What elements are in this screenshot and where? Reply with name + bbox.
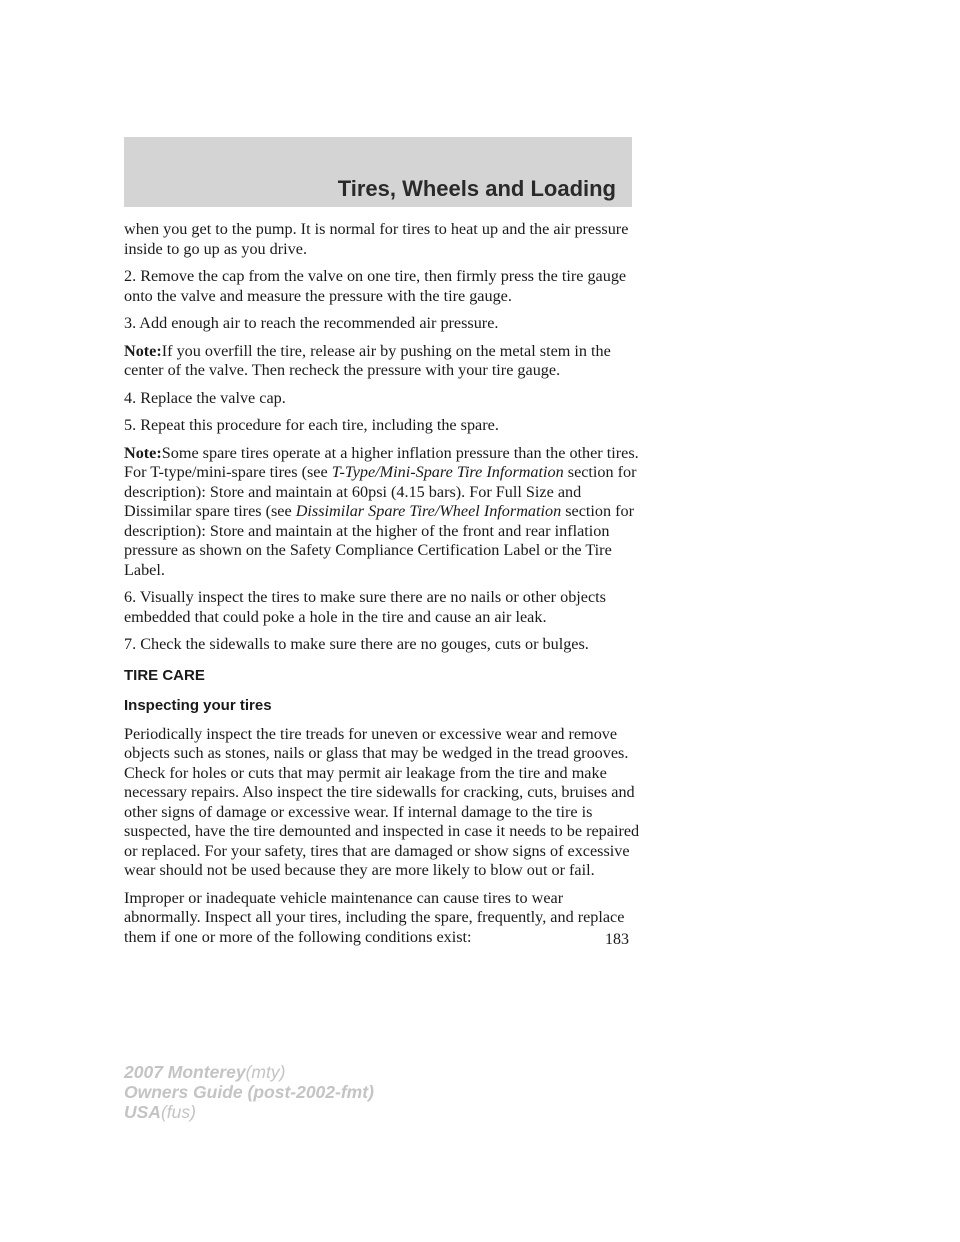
step-7: 7. Check the sidewalls to make sure there are no gouges, cuts or bulges. xyxy=(124,635,589,653)
cross-reference: Dissimilar Spare Tire/Wheel Information xyxy=(295,502,562,520)
note-text: section for description): Store and maintain at 60psi (4.15 bars). For Full Size and Dissimilar spare tires (see xyxy=(124,463,637,520)
note-text: section for description): Store and maintain at the higher of the front and rear inflation pressure as shown on the Safety Compliance Certification Label or the Tire Label. xyxy=(124,502,634,579)
note-text: If you overfill the tire, release air by pushing on the metal stem in the center of the valve. Then recheck the pressure with your tire gauge. xyxy=(124,341,611,379)
cross-reference: T-Type/Mini-Spare Tire Information xyxy=(331,463,564,481)
section-heading: TIRE CARE xyxy=(124,666,205,684)
footer-code: (mty) xyxy=(245,1062,286,1082)
note-label: Note: xyxy=(124,341,162,360)
footer-line xyxy=(124,1062,374,1082)
footer-guide: Owners Guide (post-2002-fmt) xyxy=(124,1082,374,1102)
paragraph: Periodically inspect the tire treads for uneven or excessive wear and remove objects such as stones, nails or glass that may be wedged in the tread grooves. Check for holes or cuts that may permit air leakage from the tire and make necessary repairs. Also inspect the tire sidewalls for cracking, cuts, bruises and other signs of damage or excessive wear. If internal damage to the tire is suspected, have the tire demounted and inspected in case it needs to be repaired or replaced. For your safety, tires that are damaged or show signs of excessive wear should not be used because they are more likely to blow out or fail. xyxy=(124,724,640,879)
footer-code: (fus) xyxy=(160,1102,196,1122)
section-title: Tires, Wheels and Loading xyxy=(337,176,616,201)
note-overfill xyxy=(124,342,640,381)
paragraph: when you get to the pump. It is normal for tires to heat up and the air pressure inside to go up as you drive. xyxy=(124,220,629,258)
footer-line xyxy=(124,1082,374,1102)
note-spare-tires xyxy=(124,444,640,581)
page-number: 183 xyxy=(605,931,629,948)
note-text: Some spare tires operate at a higher inflation pressure than the other tires. For T-type/mini-spare tires (see xyxy=(124,443,639,481)
page-body xyxy=(124,220,640,955)
footer-line xyxy=(124,1102,374,1122)
step-6: 6. Visually inspect the tires to make sure there are no nails or other objects embedded that could poke a hole in the tire and cause an air leak. xyxy=(124,588,606,626)
footer-market: USA xyxy=(124,1102,161,1122)
subsection-heading: Inspecting your tires xyxy=(124,697,272,714)
document-footer xyxy=(124,1062,374,1122)
paragraph: Improper or inadequate vehicle maintenance can cause tires to wear abnormally. Inspect all your tires, including the spare, frequently, and replace them if one or more of the following conditions exist: xyxy=(124,888,625,946)
footer-model: 2007 Monterey xyxy=(124,1062,246,1082)
step-4: 4. Replace the valve cap. xyxy=(124,388,286,407)
step-5: 5. Repeat this procedure for each tire, including the spare. xyxy=(124,416,499,434)
section-header-band xyxy=(124,137,632,207)
note-label: Note: xyxy=(124,443,162,462)
step-3: 3. Add enough air to reach the recommended air pressure. xyxy=(124,314,499,332)
step-2: 2. Remove the cap from the valve on one tire, then firmly press the tire gauge onto the valve and measure the pressure with the tire gauge. xyxy=(124,267,627,305)
